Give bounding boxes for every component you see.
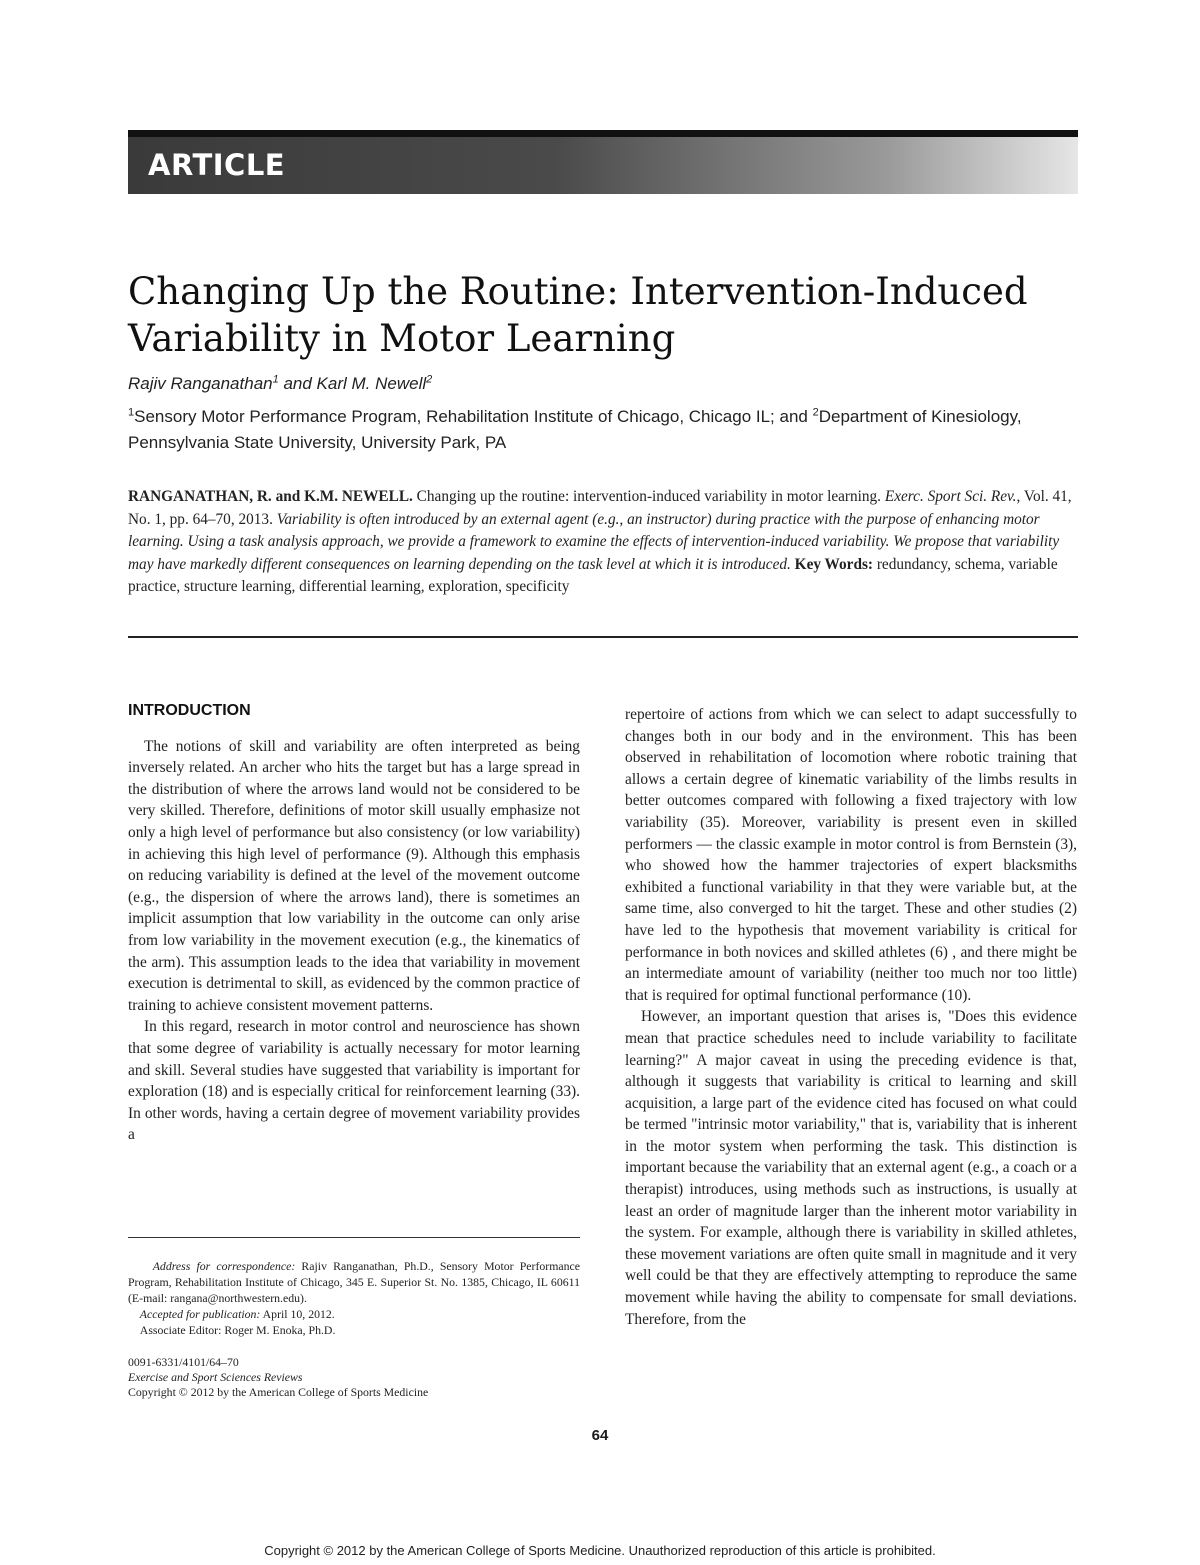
citation-journal: Exerc. Sport Sci. Rev. [884,488,1017,505]
page-number: 64 [591,1427,609,1444]
affiliations [128,404,1088,456]
author-affiliation-marker: 2 [426,373,433,386]
article-title: Changing Up the Routine: Intervention-Induced Variability in Motor Learning [128,270,1028,360]
footnote-divider [128,1237,580,1238]
accepted-date: April 10, 2012. [260,1307,335,1321]
article-banner [128,130,1078,194]
copyright-line: Copyright © 2012 by the American College of Sports Medicine [128,1385,429,1399]
author-name: Rajiv Ranganathan [128,374,273,393]
journal-name: Exercise and Sport Sciences Reviews [128,1370,303,1384]
accepted-label: Accepted for publication: [139,1307,261,1321]
citation-authors: RANGANATHAN, R. and K.M. NEWELL. [128,488,413,505]
body-paragraph: In this regard, research in motor control and neuroscience has shown that some degree of variability is actually necessary for motor learning and skill. Several studies have suggested that variability is important for exploration (18) and is especially critical for reinforcement learning (33). In other words, having a certain degree of movement variability provides a [128,1018,580,1144]
publication-code: 0091-6331/4101/64–70 [128,1355,239,1369]
abstract-summary: Variability is often introduced by an external agent (e.g., an instructor) during practice with the purpose of enhancing motor learning. Using a task analysis approach, we provide a framework to examine the effects of intervention-induced variability. We propose that variability may have markedly different consequences on learning depending on the task level at which it is introduced. [128,510,1060,573]
citation-title: Changing up the routine: intervention-induced variability in motor learning. [412,488,885,505]
author-affiliation-marker: 1 [272,373,279,386]
section-heading: INTRODUCTION [128,702,251,719]
affiliation-marker: 1 [128,406,135,419]
affiliation-text: Department of Kinesiology, Pennsylvania State University, University Park, PA [128,407,1022,452]
abstract-divider [128,636,1078,638]
abstract [128,486,1080,599]
body-paragraph: repertoire of actions from which we can select to adapt successfully to changes both in our body and in the environment. This has been observed in rehabilitation of locomotion where robotic training that allows a certain degree of kinematic variability of the limbs results in better outcomes compared with following a fixed trajectory with low variability (35). Moreover, variability is present even in skilled performers — the classic example in motor control is from Bernstein (3), who showed how the hammer trajectories of expert blacksmiths exhibited a functional variability in that they were variable but, at the same time, also converged to hit the target. These and other studies (2) have led to the hypothesis that movement variability is critical for performance in both novices and skilled athletes (6) , and there might be an intermediate amount of variability (neither too much nor too little) that is required for optimal functional performance (10). [625,706,1077,1004]
article-type-label: ARTICLE [148,148,286,182]
body-paragraph: The notions of skill and variability are often interpreted as being inversely related. An archer who hits the target but has a large spread in the distribution of where the arrows land would not be considered to be very skilled. Therefore, definitions of motor skill usually emphasize not only a high level of performance but also consistency (or low variability) in achieving this high level of performance (9). Although this emphasis on reducing variability is defined at the level of the movement outcome (e.g., the dispersion of where the arrows land), there is sometimes an implicit assumption that low variability in the outcome can only arise from low variability in the movement execution (e.g., the kinematics of the arm). This assumption leads to the idea that variability in movement execution is detrimental to skill, as evidenced by the common practice of training to achieve consistent movement patterns. [128,737,580,1014]
right-column [625,704,1077,1330]
citation-volume: , Vol. 41, No. 1, pp. 64–70, 2013. [128,488,1072,528]
correspondence-text: Rajiv Ranganathan, Ph.D., Sensory Motor Performance Program, Rehabilitation Institute of Chicago, 345 E. Superior St. No. 1385, Chicago, IL 60611 (E-mail: rangana@northwestern.edu). [128,1259,580,1305]
author-connector: and [278,374,317,393]
author-name: Karl M. Newell [316,374,427,393]
correspondence-label: Address for correspondence: [152,1259,296,1273]
copyright-notice: Copyright © 2012 by the American College of Sports Medicine. Unauthorized reproduction of this article is prohibited. [264,1543,936,1558]
left-column [128,700,580,1146]
keywords-label: Key Words: [790,555,873,573]
affiliation-marker: 2 [812,406,819,419]
associate-editor: Associate Editor: Roger M. Enoka, Ph.D. [139,1323,336,1337]
affiliation-text: Sensory Motor Performance Program, Rehabilitation Institute of Chicago, Chicago IL; and [134,407,813,426]
banner-top-rule [128,130,1078,137]
keywords: redundancy, schema, variable practice, structure learning, differential learning, exploration, specificity [128,555,1058,595]
publication-info [128,1355,580,1400]
correspondence-footnote [128,1258,580,1338]
author-line [128,374,432,394]
body-paragraph: However, an important question that arises is, "Does this evidence mean that practice schedules need to include variability to facilitate learning?" A major caveat in using the preceding evidence is that, although it suggests that variability is critical to learning and skill acquisition, a large part of the evidence cited has focused on what could be termed "intrinsic motor variability," that is, variability that is inherent in the motor system when performing the task. This distinction is important because the variability that an external agent (e.g., a coach or a therapist) introduces, using methods such as instructions, is usually at least an order of magnitude larger than the inherent motor variability in the system. For example, although there is variability in skilled athletes, these movement variations are often quite small in magnitude and it very well could be that they are effectively attempting to reproduce the same movement while having the ability to compensate for small deviations. Therefore, from the [625,1008,1077,1328]
